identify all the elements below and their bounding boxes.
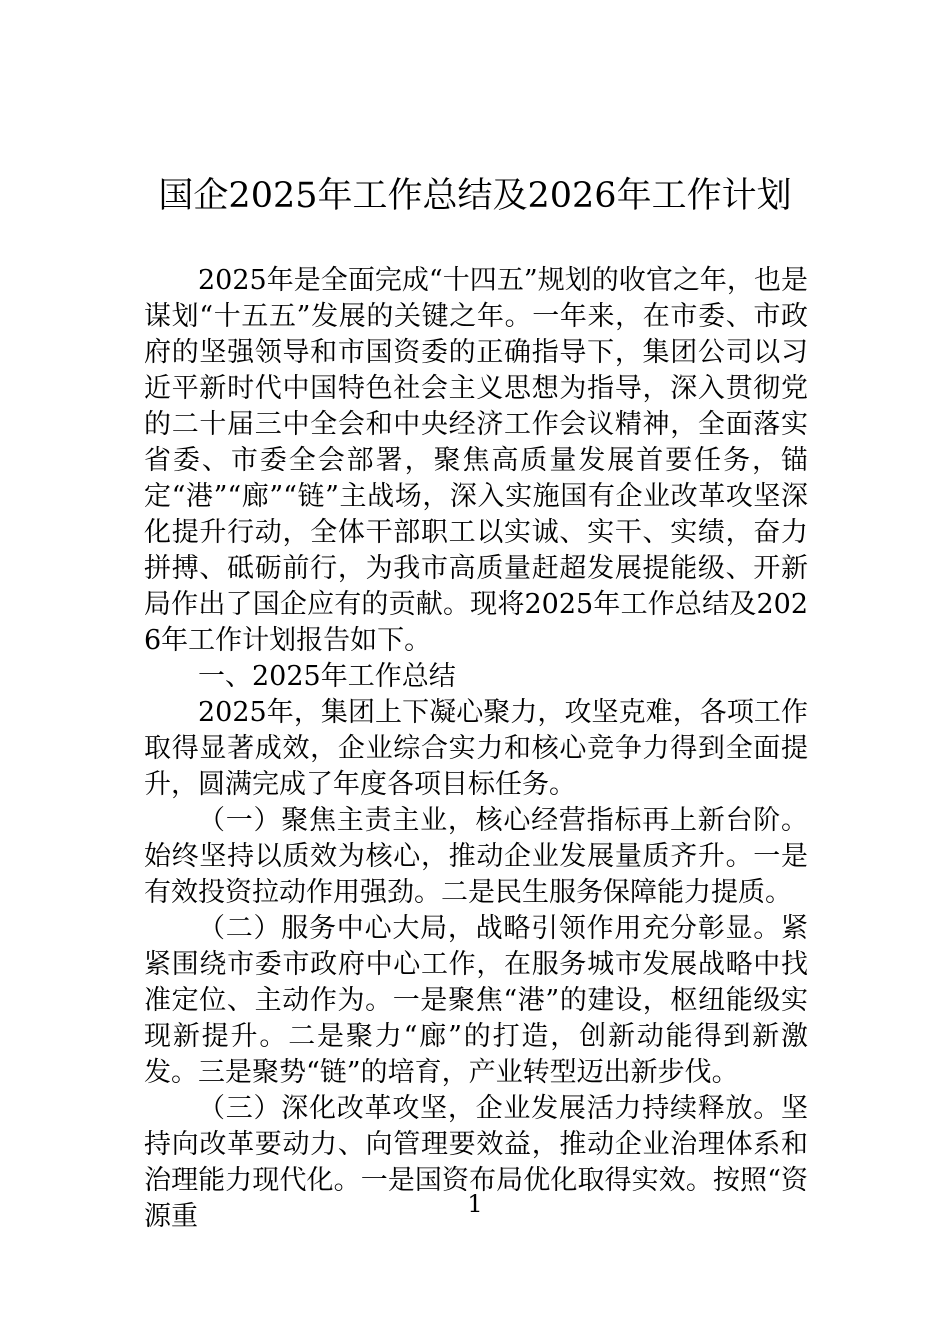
page-number: 1: [467, 1190, 483, 1218]
intro-paragraph: 2025年是全面完成“十四五”规划的收官之年，也是谋划“十五五”发展的关键之年。一年来，在市委、市政府的坚强领导和市国资委的正确指导下，集团公司以习近平新时代中国特色社会主义思想为指导，深入贯彻党的二十届三中全会和中央经济工作会议精神，全面落实省委、市委全会部署，聚焦高质量发展首要任务，锚定“港”“廊”“链”主战场，深入实施国有企业改革攻坚深化提升行动，全体干部职工以实诚、实干、实绩，奋力拼搏、砥砺前行，为我市高质量赶超发展提能级、开新局作出了国企应有的贡献。现将2025年工作总结及2026年工作计划报告如下。: [144, 265, 808, 656]
summary-paragraph: 2025年，集团上下凝心聚力，攻坚克难，各项工作取得显著成效，企业综合实力和核心竞争力得到全面提升，圆满完成了年度各项目标任务。: [144, 697, 808, 800]
document-body: [144, 263, 808, 1235]
section-heading-work-summary: 一、2025年工作总结: [198, 661, 456, 692]
subsection-1-paragraph: （一）聚焦主责主业，核心经营指标再上新台阶。始终坚持以质效为核心，推动企业发展量质齐升。一是有效投资拉动作用强劲。二是民生服务保障能力提质。: [144, 805, 808, 908]
subsection-3-paragraph: （三）深化改革攻坚，企业发展活力持续释放。坚持向改革要动力、向管理要效益，推动企业治理体系和治理能力现代化。一是国资布局优化取得实效。按照“资源重: [144, 1093, 808, 1232]
subsection-2-paragraph: （二）服务中心大局，战略引领作用充分彰显。紧紧围绕市委市政府中心工作，在服务城市发展战略中找准定位、主动作为。一是聚焦“港”的建设，枢纽能级实现新提升。二是聚力“廊”的打造，创新动能得到新激发。三是聚势“链”的培育，产业转型迈出新步伐。: [144, 913, 808, 1088]
document-title: 国企2025年工作总结及2026年工作计划: [158, 176, 792, 216]
